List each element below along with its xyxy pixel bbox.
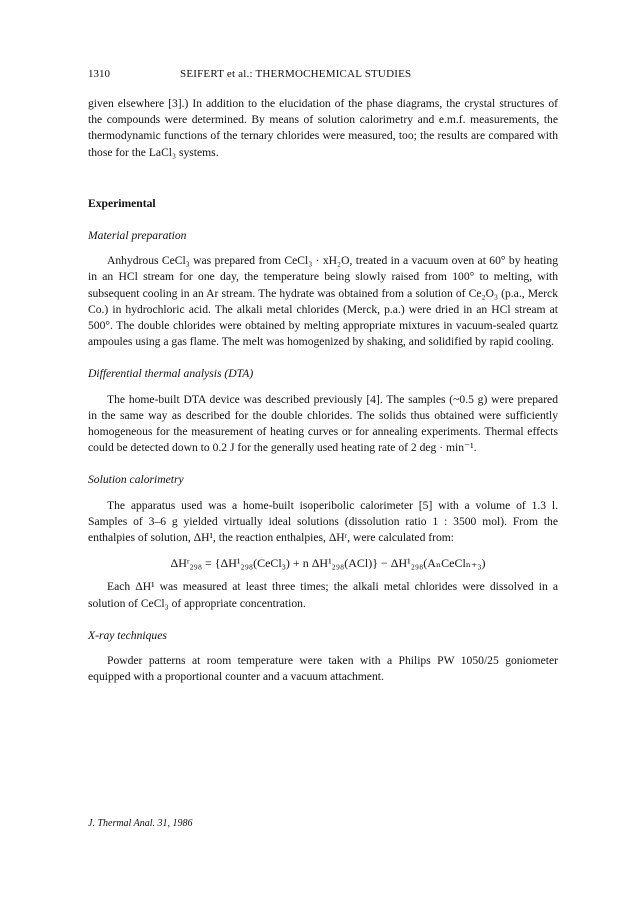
subsection-heading-dta: Differential thermal analysis (DTA): [88, 367, 254, 381]
subsection-heading-xray: X-ray techniques: [88, 628, 167, 642]
enthalpy-equation: ΔHʳ₂₉₈ = {ΔH¹₂₉₈(CeCl₃) + n ΔH¹₂₉₈(ACl)} − ΔH¹₂₉₈(AₙCeClₙ₊₃): [170, 556, 486, 571]
running-title: SEIFERT et al.: THERMOCHEMICAL STUDIES: [180, 68, 412, 80]
calorimetry-paragraph: The apparatus used was a home-built isoperibolic calorimeter [5] with a volume of 1.3 l. Samples of 3–6 g yielded virtually ideal solutions (dissolution ratio 1 : 3500 mol). From the enthalpies of solution, ΔH¹, the reaction enthalpies, ΔHʳ, were calculated from:: [88, 498, 558, 545]
subsection-heading-calorimetry: Solution calorimetry: [88, 473, 184, 487]
material-paragraph: Anhydrous CeCl₃ was prepared from CeCl₃ · xH₂O, treated in a vacuum oven at 60° by heating in an HCl stream for one day, the temperature being slowly raised from 100° to melting, with subsequent cooling in an Ar stream. The hydrate was obtained from a solution of Ce₂O₃ (p.a., Merck Co.) in hydrochloric acid. The alkali metal chlorides (Merck, p.a.) were dried in an HCl stream at 500°. The double chlorides were obtained by melting appropriate mixtures in vacuum-sealed quartz ampoules using a gas flame. The melt was homogenized by shaking, and solidified by rapid cooling.: [88, 254, 558, 349]
journal-footer: J. Thermal Anal. 31, 1986: [88, 818, 193, 829]
dta-paragraph: The home-built DTA device was described previously [4]. The samples (~0.5 g) were prepared in the same way as described for the double chlorides. The solids thus obtained were sufficiently homogeneous for the measurement of heating curves or for annealing experiments. Thermal effects could be detected down to 0.2 J for the generally used heating rate of 2 deg · min⁻¹.: [88, 392, 558, 455]
page-number: 1310: [88, 68, 110, 80]
subsection-heading-material: Material preparation: [88, 229, 187, 243]
xray-paragraph: Powder patterns at room temperature were taken with a Philips PW 1050/25 goniometer equipped with a proportional counter and a vacuum attachment.: [88, 654, 558, 684]
calorimetry-paragraph-after: Each ΔH¹ was measured at least three times; the alkali metal chlorides were dissolved in a solution of CeCl₃ of appropriate concentration.: [88, 580, 558, 610]
intro-paragraph: given elsewhere [3].) In addition to the elucidation of the phase diagrams, the crystal structures of the compounds were determined. By means of solution calorimetry and e.m.f. measurements, the thermodynamic functions of the ternary chlorides were measured, too; the results are compared with those for the LaCl₃ systems.: [88, 97, 558, 159]
article-body: [88, 96, 558, 685]
section-heading-experimental: Experimental: [88, 196, 156, 210]
